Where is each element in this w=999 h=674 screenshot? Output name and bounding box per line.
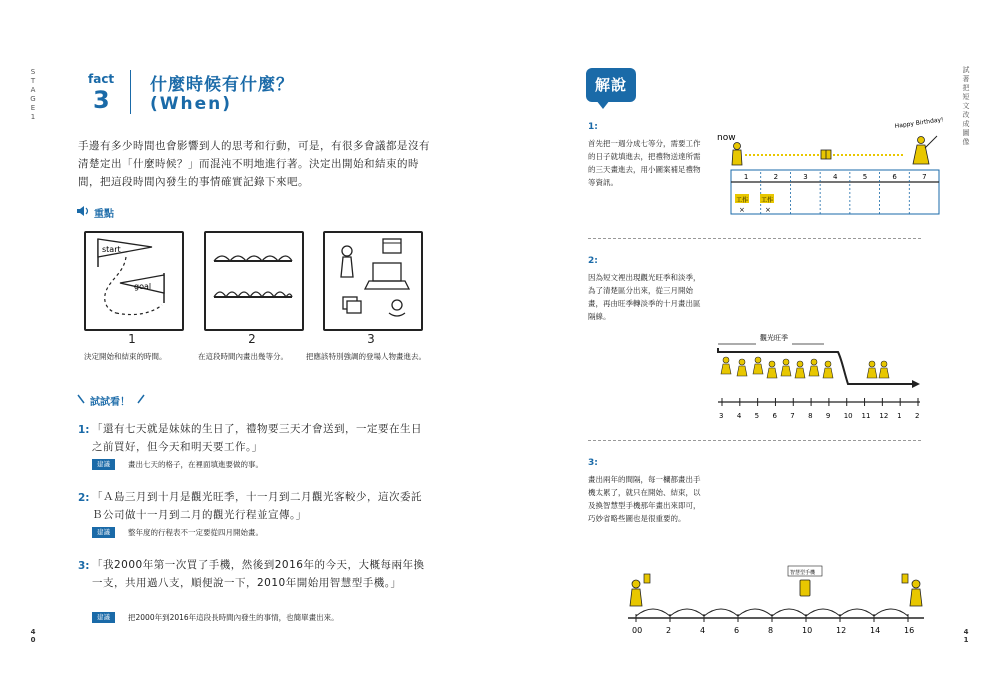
explanation-text-3: 畫出兩年的間隔，每一欄都畫出手機太累了，就只在開始、結束，以及換智慧型手機那年畫出來即可，巧妙省略些圖也是很重要的。 [588,475,701,523]
smartphone-icon [800,580,810,596]
start-label: start [102,245,121,254]
week-day-label: 7 [922,173,927,181]
explanation-badge: 解說 [586,68,636,102]
figure-frame-2 [204,231,304,331]
year-label: 2 [666,626,672,635]
week-day-label: 6 [892,173,897,181]
figure-number-2: 2 [248,332,256,346]
now-label: now [717,133,736,143]
divisions-sketch [206,233,302,329]
key-points-heading: 重點 [94,209,114,220]
explanation-number-1: 1: [588,122,598,132]
work-label-2: 工作 [761,197,774,204]
exercise-number-2: 2: [78,492,90,504]
year-label: 10 [802,626,813,635]
year-arc [738,609,772,616]
month-label: 5 [754,412,760,420]
year-arc [704,609,738,616]
page-number-right: 41 [963,628,969,644]
year-label: 6 [734,626,740,635]
exercise-text-1: 「還有七天就是妹妹的生日了，禮物要三天才會送到，一定要在生日之前買好，但今天和明天要工作。」 [92,423,422,453]
gift-icon [821,150,831,159]
happy-birthday-label: Happy Birthday! [894,116,944,130]
year-label: 4 [700,626,706,635]
exercise-number-3: 3: [78,560,90,572]
explanation-number-3: 3: [588,458,598,468]
peak-season-label: 觀光旺季 [760,334,788,342]
fact-divider [130,70,131,114]
month-label: 11 [861,412,871,420]
year-arc [772,609,806,616]
year-label: 00 [632,626,643,635]
person-end-icon [902,574,922,606]
person-birthday-icon [913,136,937,164]
slash-mark-right [136,393,146,405]
exercise-number-1: 1: [78,424,90,436]
person-now-icon [732,143,742,166]
characters-sketch [325,233,421,329]
work-label-1: 工作 [736,197,749,204]
divider-1 [588,238,921,239]
divider-2 [588,440,921,441]
tip-badge-3: 建議 [92,612,115,623]
week-day-label: 2 [773,173,779,181]
try-heading: 試試看！ [90,397,130,408]
sketch-phone-timeline [620,558,930,638]
page-title: 什麼時候有什麼？ [150,75,294,95]
badge-tail [596,100,610,109]
month-label: 6 [772,412,777,420]
month-label: 2 [915,412,920,420]
figure-frame-3 [323,231,423,331]
week-day-label: 4 [833,173,838,181]
year-label: 14 [870,626,881,635]
cross-mark-2: × [765,206,771,214]
exercise-text-2: 「Ａ島三月到十月是觀光旺季，十一月到二月觀光客較少，這次委託Ｂ公司做十一月到二月的觀光行程並宣傳。」 [92,491,422,521]
year-label: 16 [904,626,915,635]
person-start-icon [630,574,650,606]
start-goal-sketch [86,233,182,329]
tip-text-1: 畫出七天的格子，在裡面填進要做的事。 [128,460,263,469]
sketch-week-timeline [715,118,945,223]
year-arc [874,609,908,616]
figure-number-1: 1 [128,332,136,346]
month-label: 7 [790,412,795,420]
tip-badge-2: 建議 [92,527,115,538]
figure-frame-1 [84,231,184,331]
month-label: 9 [825,412,831,420]
slash-mark-left [76,393,86,405]
year-label: 8 [768,626,774,635]
figure-caption-2: 在這段時間內畫出幾等分。 [198,352,288,361]
month-label: 10 [843,412,853,420]
month-label: 12 [879,412,889,420]
figure-caption-3: 把應該特別強調的登場人物畫進去。 [306,352,426,361]
year-label: 12 [836,626,847,635]
tourist-crowd-icon [721,357,889,378]
tip-badge-1: 建議 [92,459,115,470]
month-label: 3 [719,412,724,420]
speaker-icon [76,205,90,217]
month-label: 8 [808,412,813,420]
goal-label: goal [134,282,152,291]
week-day-label: 1 [743,173,749,181]
fact-number: 3 [93,86,110,114]
fact-label: fact [88,72,115,86]
page-subtitle: (When) [150,94,233,114]
intro-paragraph: 手邊有多少時間也會影響到人的思考和行動，可是，有很多會議都是沒有清楚定出「什麼時候？」而混沌不明地進行著。決定出開始和結束的時間，把這段時間內發生的事情確實記錄下來吧。 [78,140,430,188]
week-day-label: 3 [803,173,808,181]
exercise-text-3: 「我2000年第一次買了手機，然後到2016年的今天，大概每兩年換一支，共用過八支，順便說一下，2010年開始用智慧型手機。」 [92,559,425,589]
right-side-label: 試著把短文改成圖像 [962,66,970,146]
tip-text-3: 把2000年到2016年這段長時間內發生的事情，也簡單畫出來。 [128,613,339,622]
sketch-season-timeline [712,330,927,428]
explanation-text-2: 因為短文裡出現觀光旺季和淡季，為了清楚區分出來，從三月開始畫，再由旺季轉淡季的十月畫出區隔線。 [588,273,701,321]
figure-number-3: 3 [367,332,375,346]
month-label: 1 [897,412,902,420]
explanation-text-1: 首先把一週分成七等分，需要工作的日子就填進去，把禮物送達所需的三天畫進去，用小圖案補足禮物等資訊。 [588,139,701,187]
year-arc [806,609,840,616]
figure-caption-1: 決定開始和結束的時間。 [84,352,167,361]
year-arc [670,609,704,616]
stage-side-label: STAGE 1 [30,68,36,121]
year-arc [636,609,670,616]
smartphone-label: 智慧型手機 [790,570,816,576]
tip-text-2: 整年度的行程表不一定要從四月開始畫。 [128,528,263,537]
cross-mark-1: × [739,206,745,214]
month-label: 4 [736,412,742,420]
week-day-label: 5 [862,173,868,181]
page-number-left: 40 [30,628,36,644]
year-arc [840,609,874,616]
explanation-number-2: 2: [588,256,598,266]
